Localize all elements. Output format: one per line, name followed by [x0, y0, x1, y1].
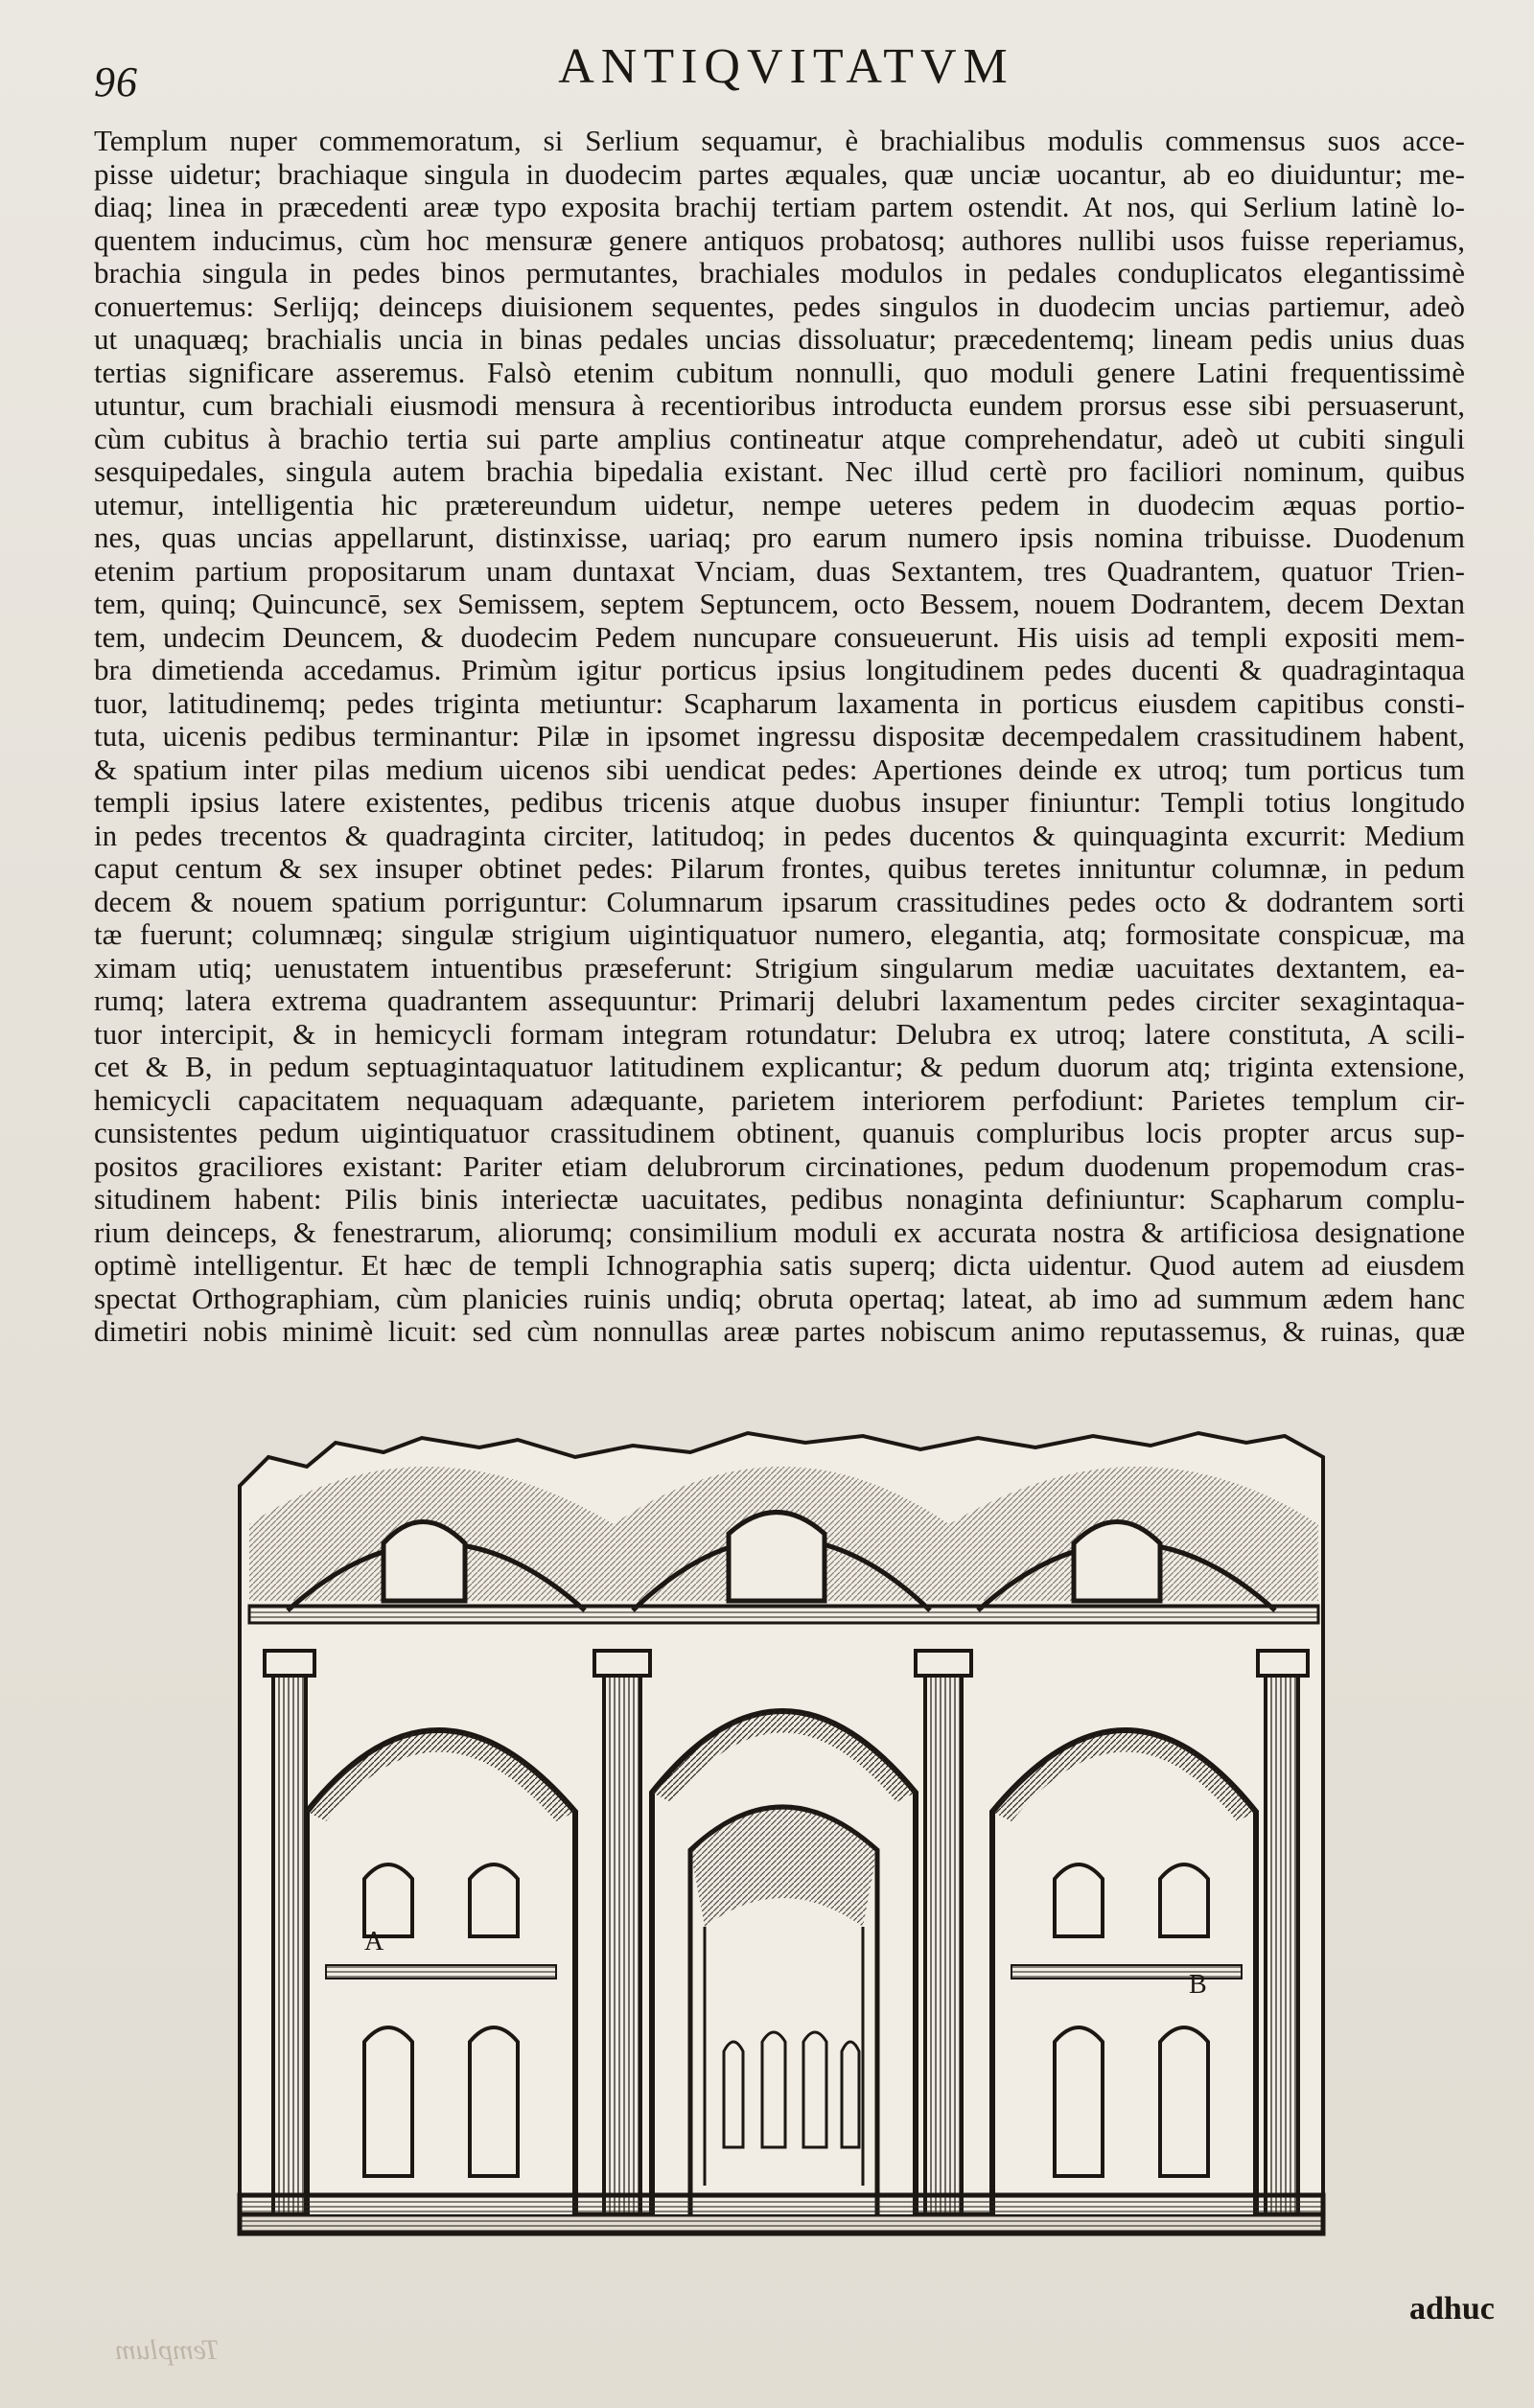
text-line: ut unaquæq; brachialis uncia in binas pedales uncias dissoluatur; præcedentemq; lineam pedis unius duas	[94, 323, 1465, 356]
text-line: Templum nuper commemoratum, si Serlium sequamur, è brachialibus modulis commensus suos acce-	[94, 125, 1465, 157]
text-line: cùm cubitus à brachio tertia sui parte amplius contineatur atque comprehendatur, adeò ut cubiti singuli	[94, 422, 1465, 455]
catchword: adhuc	[1409, 2291, 1495, 2327]
text-line: dimetiri nobis minimè licuit: sed cùm nonnullas areæ partes nobiscum animo reputassemus, & ruinas, quæ	[94, 1315, 1465, 1348]
text-line: positos graciliores existant: Pariter etiam delubrorum circinationes, pedum duodenum propemodum cras-	[94, 1149, 1465, 1183]
text-line: rumq; latera extrema quadrantem assequuntur: Primarij delubri laxamentum pedes circiter sexagintaqua-	[94, 984, 1465, 1017]
text-line: quentem inducimus, cùm hoc mensuræ genere antiquos probatosq; authores nullibi usos fuisse reperiamus,	[94, 223, 1465, 257]
text-line: tertias significare asseremus. Falsò etenim cubitum nonnulli, quo moduli genere Latini frequentissimè	[94, 356, 1465, 389]
chapel-label-b: B	[1189, 1970, 1207, 2000]
running-title: ANTIQVITATVM	[558, 39, 1014, 94]
text-line: hemicycli capacitatem nequaquam adæquante, parietem interiorem perfodiunt: Parietes templum cir-	[94, 1083, 1465, 1117]
text-line: diaq; linea in præcedenti areæ typo exposita brachij tertiam partem ostendit. At nos, qui Serlium latinè lo-	[94, 191, 1465, 223]
text-line: utemur, intelligentia hic prætereundum uidetur, nempe ueteres pedem in duodecim æquas portio-	[94, 488, 1465, 521]
text-line: cunsistentes pedum uigintiquatuor crassitudinem obtinent, quanuis compluribus locis propter arcus sup-	[94, 1117, 1465, 1149]
text-line: tem, undecim Deuncem, & duodecim Pedem nuncupare consueuerunt. His uisis ad templi expositi mem-	[94, 620, 1465, 654]
body-text	[94, 125, 1465, 1349]
text-line: situdinem habent: Pilis binis interiectæ uacuitates, pedibus nonaginta definiuntur: Scapharum complu-	[94, 1183, 1465, 1216]
text-line: etenim partium propositarum unam duntaxat Vnciam, duas Sextantem, tres Quadrantem, quatuor Trien-	[94, 554, 1465, 588]
text-line: spectat Orthographiam, cùm planicies ruinis undiq; obruta opertaq; lateat, ab imo ad summum ædem hanc	[94, 1282, 1465, 1315]
text-line: templi ipsius latere existentes, pedibus tricenis atque duobus insuper finiuntur: Templi totius longitudo	[94, 786, 1465, 819]
text-line: conuertemus: Serlijq; deinceps diuisionem sequentes, pedes singulos in duodecim uncias partiemur, adeò	[94, 289, 1465, 323]
text-line: brachia singula in pedes binos permutantes, brachiales modulos in pedales conduplicatos elegantissimè	[94, 257, 1465, 289]
text-line: caput centum & sex insuper obtinet pedes: Pilarum frontes, quibus teretes innituntur columnæ, in pedum	[94, 852, 1465, 885]
text-line: in pedes trecentos & quadraginta circiter, latitudoq; in pedes ducentos & quinquaginta excurrit: Medium	[94, 819, 1465, 852]
text-line: tem, quinq; Quincuncē, sex Semissem, septem Septuncem, octo Bessem, nouem Dodrantem, decem Dextan	[94, 588, 1465, 620]
text-line: tæ fuerunt; columnæq; singulæ strigium uigintiquatuor numero, elegantia, atq; formositate conspicuæ, ma	[94, 918, 1465, 951]
text-line: & spatium inter pilas medium uicenos sibi uendicat pedes: Apertiones deinde ex utroq; tum porticus tum	[94, 752, 1465, 786]
woodcut-illustration	[230, 1428, 1333, 2262]
chapel-label-a: A	[364, 1927, 384, 1956]
text-line: bra dimetienda accedamus. Primùm igitur porticus ipsius longitudinem pedes ducenti & quadragintaqua	[94, 654, 1465, 686]
text-line: tuor, latitudinemq; pedes triginta metiuntur: Scapharum laxamenta in porticus eiusdem capitibus consti-	[94, 686, 1465, 720]
page-number: 96	[94, 58, 138, 105]
text-line: decem & nouem spatium porriguntur: Columnarum ipsarum crassitudines pedes octo & dodrantem sorti	[94, 885, 1465, 918]
text-line: nes, quas uncias appellarunt, distinxisse, uariaq; pro earum numero ipsis nomina tribuisse. Duodenum	[94, 521, 1465, 554]
text-line: cet & B, in pedum septuagintaquatuor latitudinem explicantur; & pedum duorum atq; triginta extensione,	[94, 1051, 1465, 1083]
text-line: optimè intelligentur. Et hæc de templi Ichnographia satis superq; dicta uidentur. Quod autem ad eiusdem	[94, 1249, 1465, 1282]
text-line: rium deinceps, & fenestrarum, aliorumq; consimilium moduli ex accurata nostra & artificiosa designatione	[94, 1216, 1465, 1249]
basilica-section-woodcut	[230, 1428, 1333, 2262]
text-line: sesquipedales, singula autem brachia bipedalia existant. Nec illud certè pro faciliori nominum, quibus	[94, 455, 1465, 488]
text-line: tuta, uicenis pedibus terminantur: Pilæ in ipsomet ingressu dispositæ decempedalem crassitudinem habent,	[94, 720, 1465, 752]
text-line: tuor intercipit, & in hemicycli formam integram rotundatur: Delubra ex utroq; latere constituta, A scili-	[94, 1017, 1465, 1051]
show-through-text: Templum	[115, 2334, 220, 2366]
text-line: pisse uidetur; brachiaque singula in duodecim partes æquales, quæ unciæ uocantur, ab eo diuiduntur; me-	[94, 157, 1465, 191]
text-line: utuntur, cum brachiali eiusmodi mensura à recentioribus introducta eundem prorsus esse sibi persuaserunt,	[94, 389, 1465, 422]
text-line: ximam utiq; uenustatem intuentibus præseferunt: Strigium singularum mediæ uacuitates dextantem, ea-	[94, 951, 1465, 984]
